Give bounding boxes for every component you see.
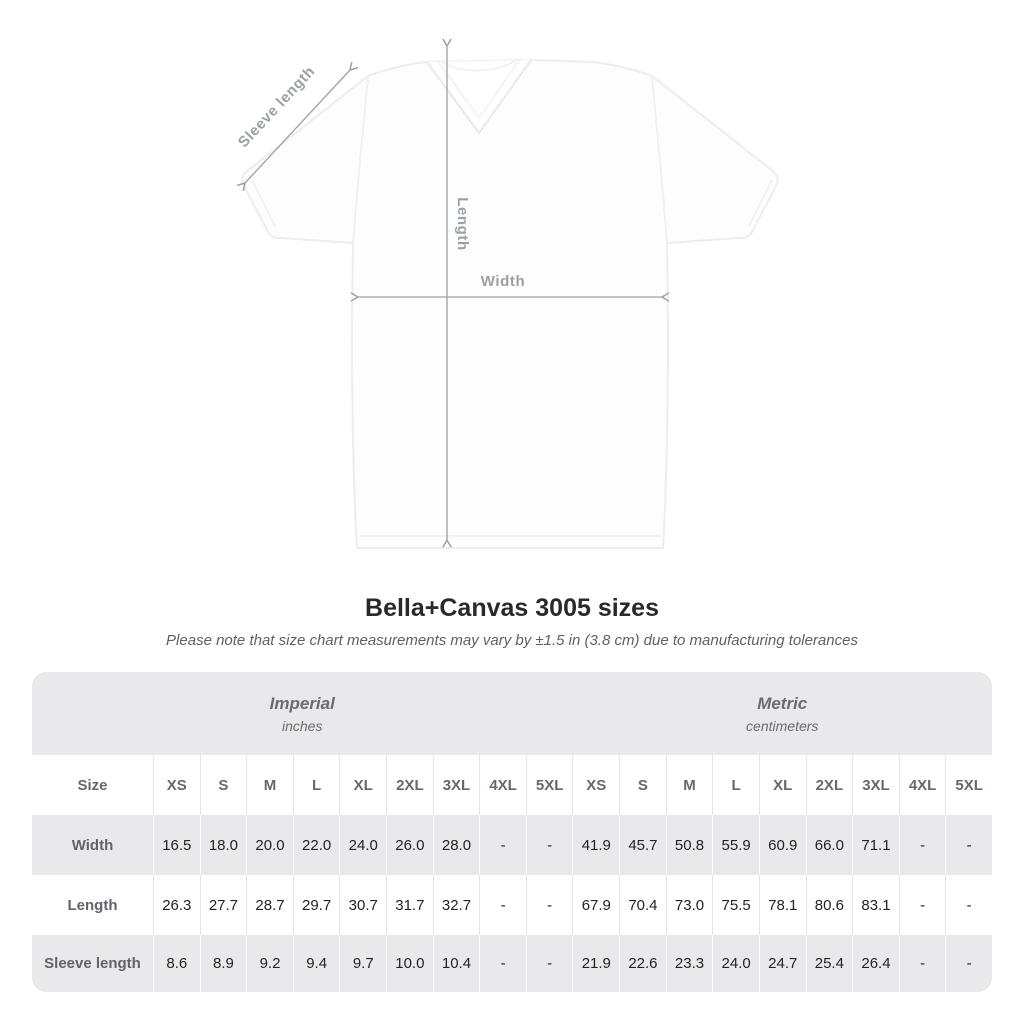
value-cell: 8.6 — [153, 935, 200, 992]
value-cell: 41.9 — [572, 815, 619, 875]
sleeve-length-label: Sleeve length — [234, 62, 319, 151]
value-cell: - — [899, 815, 946, 875]
page-title: Bella+Canvas 3005 sizes — [365, 594, 659, 622]
group-header-metric — [572, 672, 992, 755]
group-unit-metric: centimeters — [746, 717, 819, 734]
value-cell: 66.0 — [806, 815, 853, 875]
value-cell: - — [479, 875, 526, 935]
value-cell: - — [479, 815, 526, 875]
group-title-metric: Metric — [757, 693, 808, 713]
value-cell: 26.0 — [386, 815, 433, 875]
group-title-imperial: Imperial — [269, 693, 335, 713]
value-cell: - — [479, 935, 526, 992]
tolerance-note: Please note that size chart measurements may vary by ±1.5 in (3.8 cm) due to manufacturing tolerances — [166, 632, 858, 649]
value-cell: 26.3 — [153, 875, 200, 935]
value-cell: 20.0 — [246, 815, 293, 875]
col-header-metric-5xl: 5XL — [945, 755, 992, 815]
col-header-imperial-l: L — [293, 755, 340, 815]
value-cell: 18.0 — [200, 815, 247, 875]
value-cell: 78.1 — [759, 875, 806, 935]
value-cell: 22.6 — [619, 935, 666, 992]
value-cell: - — [899, 875, 946, 935]
col-header-imperial-4xl: 4XL — [479, 755, 526, 815]
value-cell: 24.0 — [339, 815, 386, 875]
tshirt-graphic — [242, 58, 777, 548]
value-cell: 10.0 — [386, 935, 433, 992]
value-cell: - — [526, 935, 573, 992]
col-header-metric-4xl: 4XL — [899, 755, 946, 815]
value-cell: 60.9 — [759, 815, 806, 875]
value-cell: 24.0 — [712, 935, 759, 992]
value-cell: 9.7 — [339, 935, 386, 992]
col-header-imperial-m: M — [246, 755, 293, 815]
col-header-metric-3xl: 3XL — [852, 755, 899, 815]
value-cell: 16.5 — [153, 815, 200, 875]
col-header-imperial-xs: XS — [153, 755, 200, 815]
col-header-metric-s: S — [619, 755, 666, 815]
value-cell: 45.7 — [619, 815, 666, 875]
value-cell: 29.7 — [293, 875, 340, 935]
value-cell: 27.7 — [200, 875, 247, 935]
value-cell: - — [945, 815, 992, 875]
value-cell: 32.7 — [433, 875, 480, 935]
size-table — [32, 672, 992, 992]
col-header-metric-m: M — [666, 755, 713, 815]
length-label: Length — [454, 197, 471, 251]
value-cell: 67.9 — [572, 875, 619, 935]
col-header-imperial-s: S — [200, 755, 247, 815]
value-cell: 10.4 — [433, 935, 480, 992]
value-cell: 55.9 — [712, 815, 759, 875]
value-cell: 24.7 — [759, 935, 806, 992]
value-cell: - — [526, 815, 573, 875]
value-cell: 28.7 — [246, 875, 293, 935]
value-cell: 25.4 — [806, 935, 853, 992]
value-cell: 23.3 — [666, 935, 713, 992]
width-label: Width — [480, 273, 526, 290]
col-header-metric-xs: XS — [572, 755, 619, 815]
value-cell: 83.1 — [852, 875, 899, 935]
col-header-metric-2xl: 2XL — [806, 755, 853, 815]
size-col-header: Size — [32, 755, 153, 815]
value-cell: - — [945, 875, 992, 935]
value-cell: - — [945, 935, 992, 992]
value-cell: 73.0 — [666, 875, 713, 935]
col-header-imperial-3xl: 3XL — [433, 755, 480, 815]
group-unit-imperial: inches — [282, 717, 323, 734]
value-cell: 70.4 — [619, 875, 666, 935]
value-cell: 28.0 — [433, 815, 480, 875]
row-label-sleeve-length: Sleeve length — [32, 935, 153, 992]
col-header-imperial-xl: XL — [339, 755, 386, 815]
value-cell: 31.7 — [386, 875, 433, 935]
value-cell: 22.0 — [293, 815, 340, 875]
value-cell: 50.8 — [666, 815, 713, 875]
value-cell: 9.2 — [246, 935, 293, 992]
value-cell: 71.1 — [852, 815, 899, 875]
value-cell: 30.7 — [339, 875, 386, 935]
col-header-imperial-2xl: 2XL — [386, 755, 433, 815]
col-header-metric-xl: XL — [759, 755, 806, 815]
row-label-length: Length — [32, 875, 153, 935]
col-header-metric-l: L — [712, 755, 759, 815]
value-cell: 26.4 — [852, 935, 899, 992]
value-cell: - — [899, 935, 946, 992]
value-cell: 80.6 — [806, 875, 853, 935]
col-header-imperial-5xl: 5XL — [526, 755, 573, 815]
value-cell: 75.5 — [712, 875, 759, 935]
group-header-imperial — [32, 672, 572, 755]
value-cell: 21.9 — [572, 935, 619, 992]
value-cell: - — [526, 875, 573, 935]
value-cell: 9.4 — [293, 935, 340, 992]
value-cell: 8.9 — [200, 935, 247, 992]
row-label-width: Width — [32, 815, 153, 875]
